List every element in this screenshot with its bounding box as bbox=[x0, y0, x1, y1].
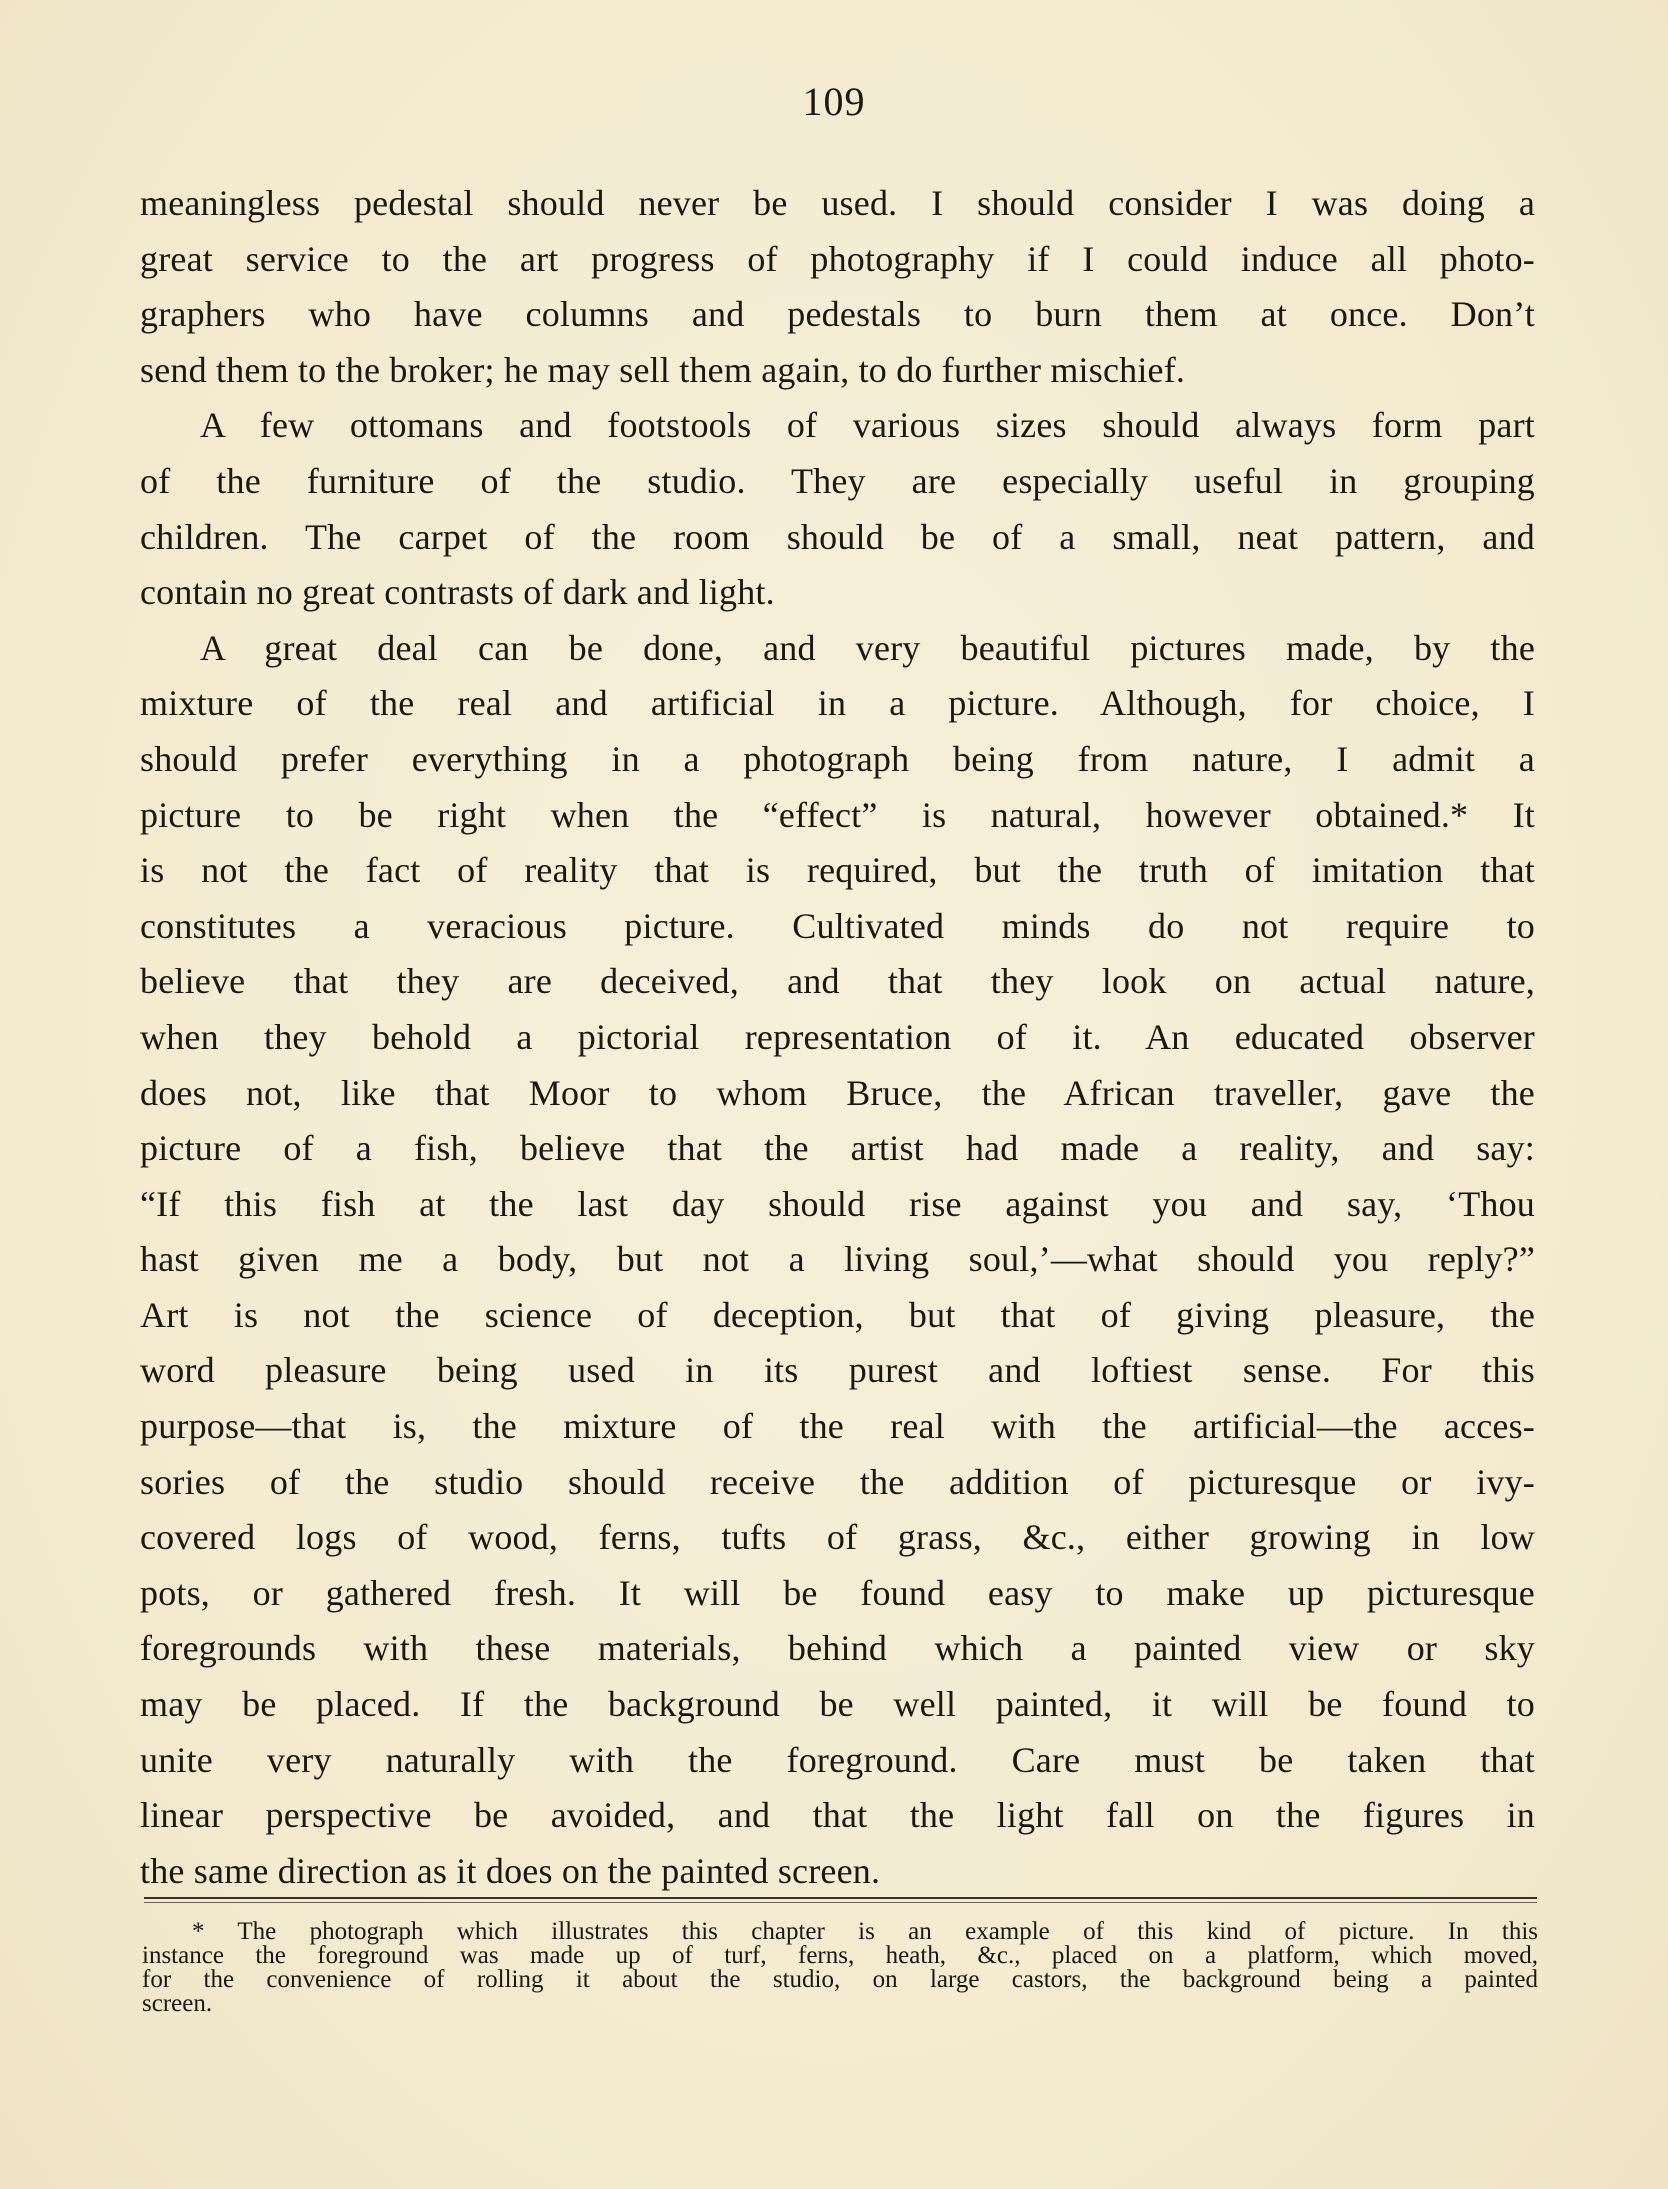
text-line: contain no great contrasts of dark and light. bbox=[140, 572, 775, 613]
body-text bbox=[140, 176, 1535, 1899]
text-line: covered logs of wood, ferns, tufts of grass, &c., either growing in low bbox=[140, 1517, 1535, 1558]
text-line: meaningless pedestal should never be used. I should consider I was doing a bbox=[140, 183, 1535, 223]
text-line: sories of the studio should receive the addition of picturesque or ivy- bbox=[140, 1461, 1535, 1502]
footnote-line: screen. bbox=[142, 1990, 213, 2017]
footnote-divider bbox=[144, 1897, 1537, 1899]
text-line: pots, or gathered fresh. It will be found easy to make up picturesque bbox=[140, 1572, 1535, 1613]
text-line: the same direction as it does on the painted screen. bbox=[140, 1850, 881, 1891]
footnote-line: for the convenience of rolling it about the studio, on large castors, the background being a painted bbox=[142, 1966, 1538, 1993]
text-line: A great deal can be done, and very beautiful pictures made, by the bbox=[200, 627, 1535, 668]
text-line: linear perspective be avoided, and that the light fall on the figures in bbox=[140, 1795, 1535, 1836]
text-line: Art is not the science of deception, but that of giving pleasure, the bbox=[140, 1294, 1535, 1335]
footnote-divider-thin bbox=[144, 1902, 1537, 1903]
text-line: believe that they are deceived, and that they look on actual nature, bbox=[140, 961, 1535, 1002]
text-line: picture to be right when the “effect” is natural, however obtained.* It bbox=[140, 794, 1535, 835]
text-line: is not the fact of reality that is required, but the truth of imitation that bbox=[140, 850, 1535, 891]
text-line: may be placed. If the background be well painted, it will be found to bbox=[140, 1684, 1535, 1725]
text-line: great service to the art progress of photography if I could induce all photo- bbox=[140, 238, 1535, 279]
footnote-line: * The photograph which illustrates this chapter is an example of this kind of picture. In this bbox=[192, 1918, 1538, 1945]
footnote bbox=[142, 1920, 1538, 2016]
text-line: picture of a fish, believe that the artist had made a reality, and say: bbox=[140, 1128, 1535, 1169]
footnote-line: instance the foreground was made up of turf, ferns, heath, &c., placed on a platform, which moved, bbox=[142, 1942, 1538, 1969]
text-line: of the furniture of the studio. They are especially useful in grouping bbox=[140, 460, 1535, 501]
text-line: word pleasure being used in its purest and loftiest sense. For this bbox=[140, 1350, 1535, 1391]
text-line: purpose—that is, the mixture of the real with the artificial—the acces- bbox=[140, 1406, 1535, 1447]
text-line: does not, like that Moor to whom Bruce, the African traveller, gave the bbox=[140, 1072, 1535, 1113]
text-line: graphers who have columns and pedestals to burn them at once. Don’t bbox=[140, 294, 1535, 335]
text-line: children. The carpet of the room should be of a small, neat pattern, and bbox=[140, 516, 1535, 557]
text-line: A few ottomans and footstools of various sizes should always form part bbox=[200, 405, 1535, 446]
text-line: hast given me a body, but not a living soul,’—what should you reply?” bbox=[140, 1239, 1535, 1280]
text-line: “If this fish at the last day should rise against you and say, ‘Thou bbox=[140, 1183, 1535, 1224]
text-line: mixture of the real and artificial in a picture. Although, for choice, I bbox=[140, 683, 1535, 724]
text-line: constitutes a veracious picture. Cultivated minds do not require to bbox=[140, 905, 1535, 946]
text-line: unite very naturally with the foreground. Care must be taken that bbox=[140, 1739, 1535, 1780]
text-line: when they behold a pictorial representation of it. An educated observer bbox=[140, 1016, 1535, 1057]
page-number: 109 bbox=[802, 79, 866, 124]
text-line: should prefer everything in a photograph being from nature, I admit a bbox=[140, 738, 1535, 779]
text-line: send them to the broker; he may sell them again, to do further mischief. bbox=[140, 349, 1186, 390]
text-line: foregrounds with these materials, behind which a painted view or sky bbox=[140, 1628, 1535, 1669]
